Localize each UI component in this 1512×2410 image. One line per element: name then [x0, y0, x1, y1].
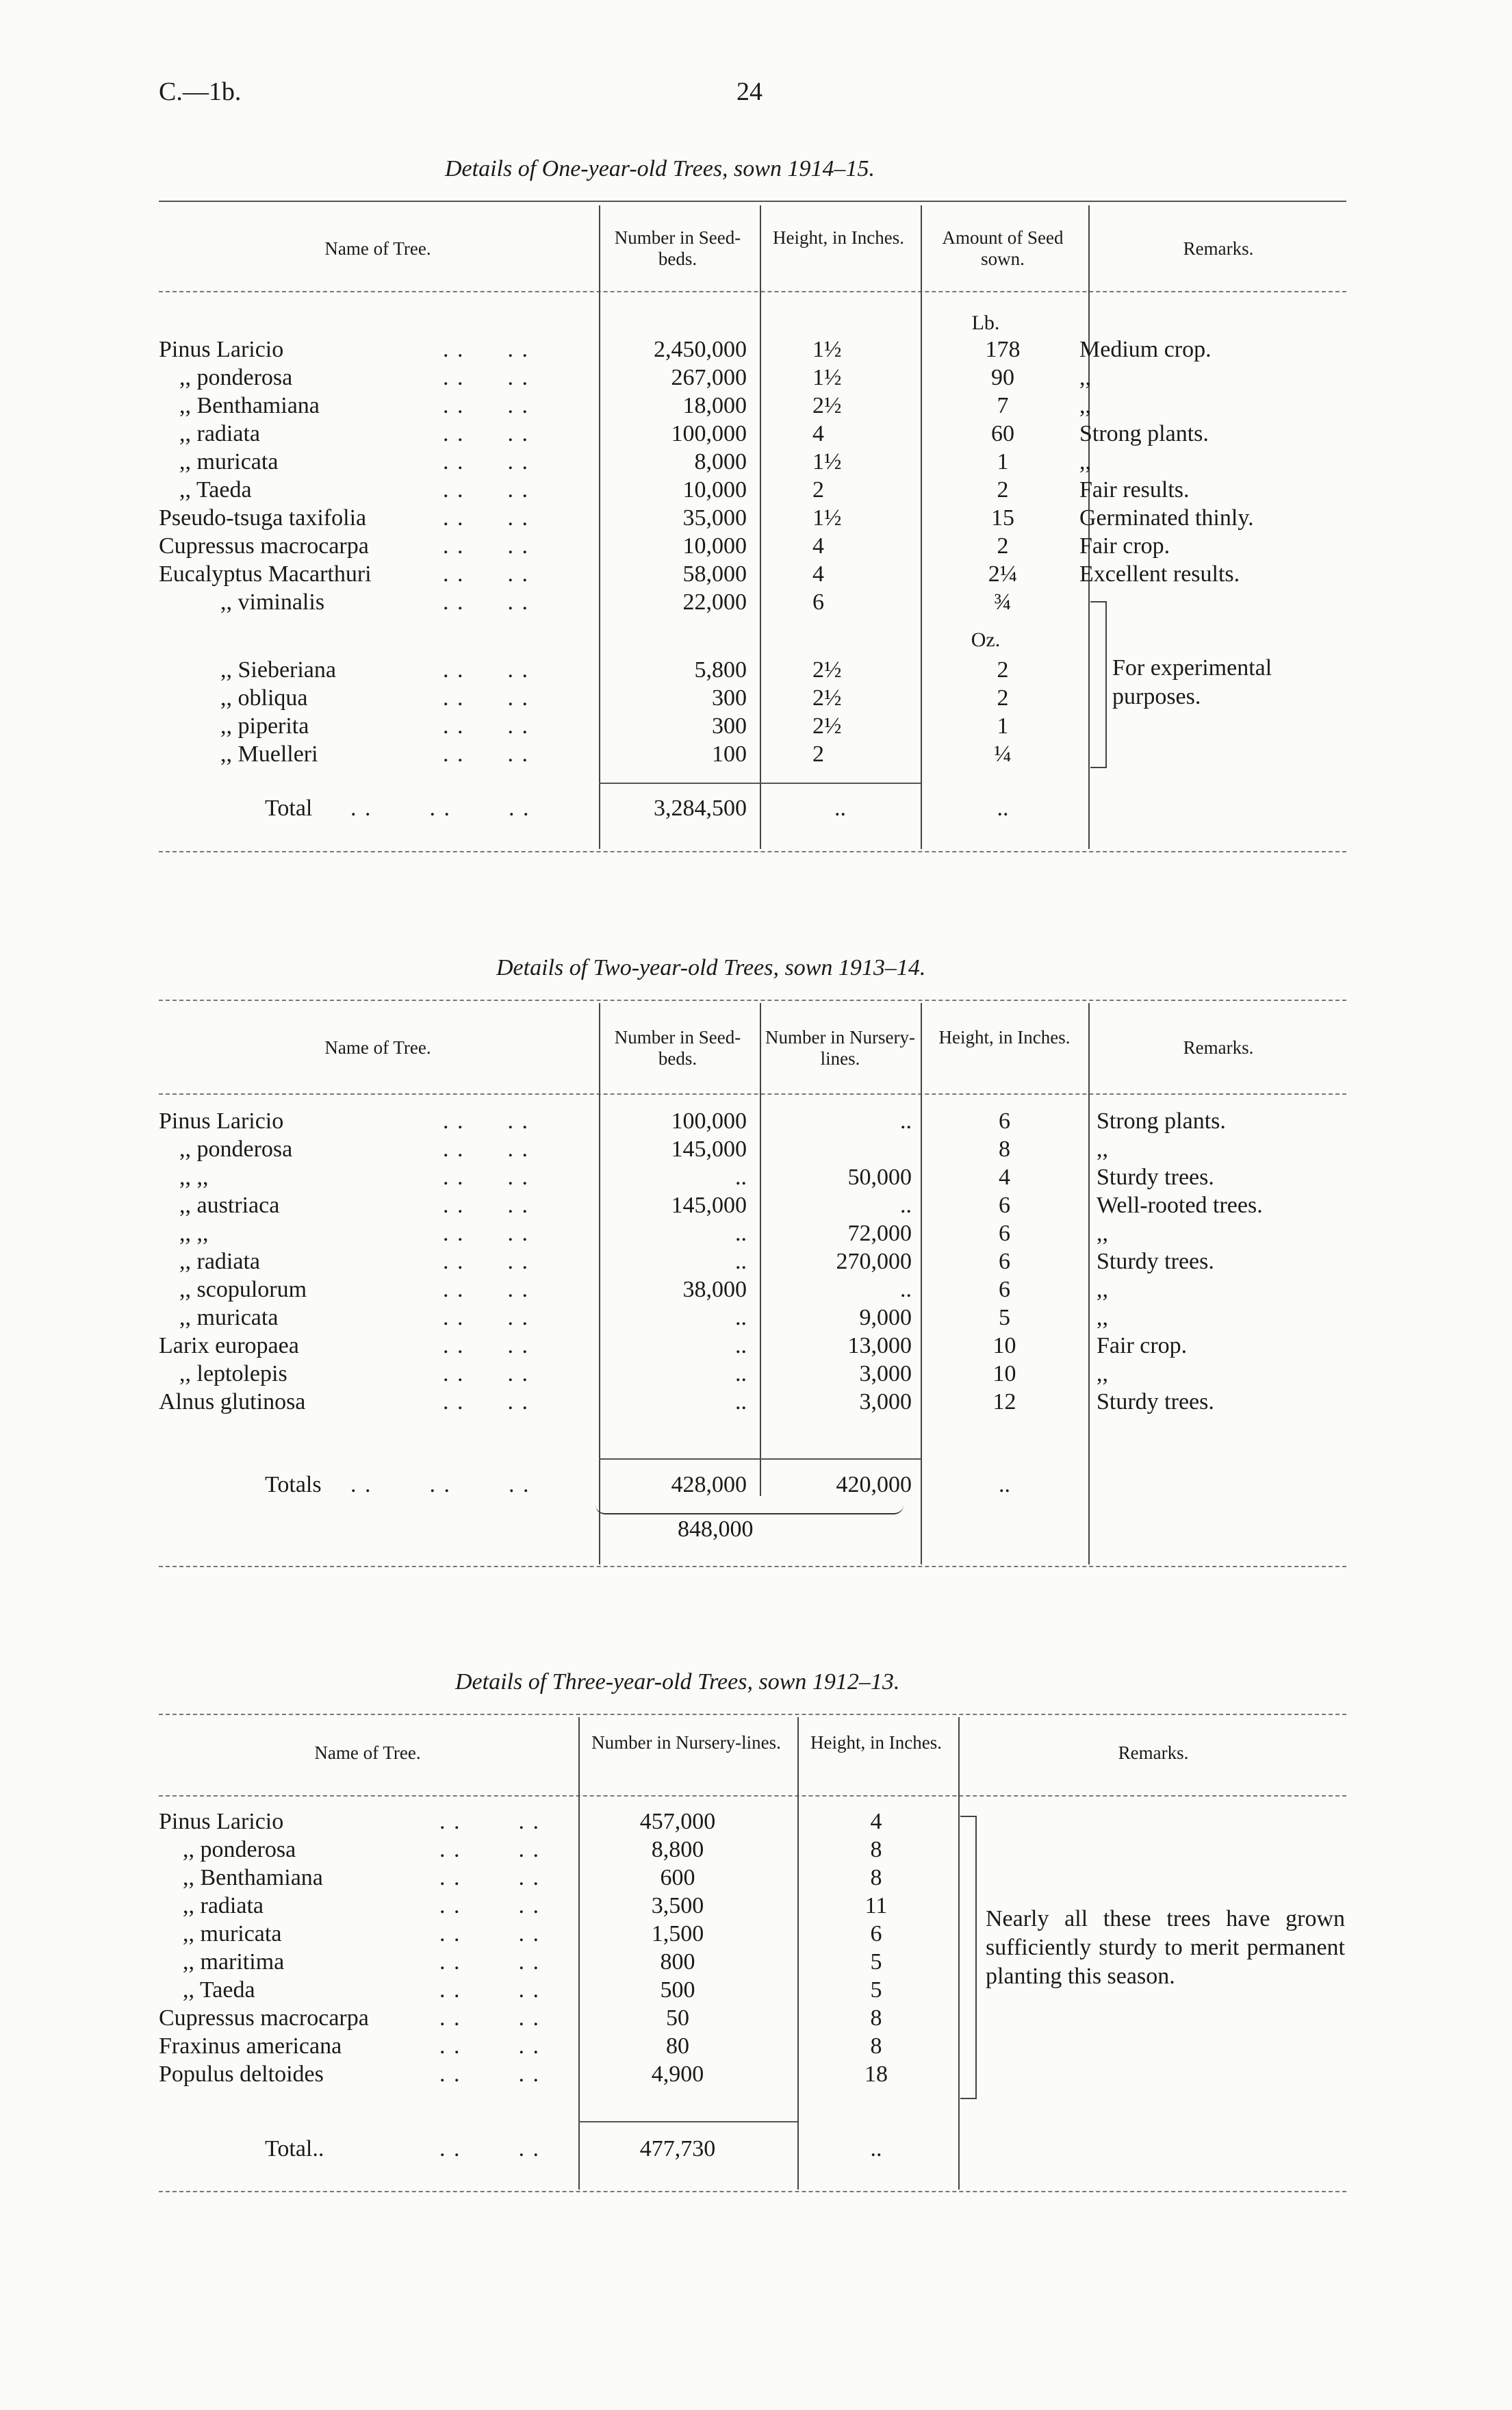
table-row: [159, 335, 1346, 364]
tree-name: ,, radiata: [179, 1249, 260, 1274]
height-inches: 4: [812, 561, 824, 587]
amount-seed: 2: [997, 477, 1009, 503]
rule-bottom: [159, 2191, 1346, 2192]
leader-dots: . . . .: [439, 1921, 540, 1946]
remark: Excellent results.: [1079, 561, 1240, 587]
table-row: [159, 1135, 1346, 1164]
tree-name: Pseudo-tsuga taxifolia: [159, 505, 367, 531]
height-inches: 5: [999, 1305, 1010, 1330]
total-height: ..: [834, 796, 846, 821]
number-in-seed-beds: ..: [735, 1305, 747, 1330]
number-in-seed-beds: 267,000: [671, 365, 747, 390]
tree-name: Populus deltoides: [159, 2062, 324, 2087]
leader-dots: . . . .: [439, 1837, 540, 1862]
leader-dots: . . . .: [443, 449, 529, 474]
number-in-seed-beds: ..: [735, 1165, 747, 1190]
table-row: [159, 532, 1346, 561]
leader-dots: . . . .: [443, 505, 529, 531]
number-in-seed-beds: 2,450,000: [654, 337, 747, 362]
remark: ,,: [1097, 1137, 1108, 1162]
tree-name: Eucalyptus Macarthuri: [159, 561, 372, 587]
tree-name: ,, muricata: [179, 1305, 279, 1330]
number-in-nursery-lines: 3,000: [859, 1389, 912, 1415]
leader-dots: . . . .: [443, 477, 529, 503]
tree-name: Alnus glutinosa: [159, 1389, 306, 1415]
col-header-seed: Number in Seed-beds.: [614, 1027, 741, 1069]
remark: Strong plants.: [1097, 1108, 1226, 1134]
total-row: [159, 1471, 1346, 1499]
leader-dots: . . . .: [443, 741, 529, 767]
col-header-height: Height, in Inches.: [938, 1027, 1071, 1048]
tree-name: ,, muricata: [179, 449, 279, 474]
tree-name: ,, scopulorum: [179, 1277, 307, 1302]
tree-name: ,, Benthamiana: [179, 393, 320, 418]
tree-name: ,, ,,: [179, 1165, 209, 1190]
height-inches: 1½: [812, 365, 842, 390]
height-inches: 6: [999, 1277, 1010, 1302]
leader-dots: . . . .: [443, 533, 529, 559]
height-inches: 6: [999, 1221, 1010, 1246]
leader-dots: . . . .: [443, 1193, 529, 1218]
number-in-seed-beds: 58,000: [682, 561, 747, 587]
col-header-nursery: Number in Nursery-lines.: [591, 1732, 781, 1753]
leader-dots: . . . .: [443, 1165, 529, 1190]
table-row: [159, 476, 1346, 505]
number-in-seed-beds: 145,000: [671, 1193, 747, 1218]
number-in-nursery-lines: 13,000: [847, 1333, 912, 1358]
tree-name: ,, Taeda: [179, 477, 252, 503]
number-in-nursery-lines: 50: [666, 2005, 689, 2031]
leader-dots: . . . .: [443, 1333, 529, 1358]
col-header-name: Name of Tree.: [324, 238, 431, 259]
number-in-seed-beds: 145,000: [671, 1137, 747, 1162]
remark: Strong plants.: [1079, 421, 1209, 446]
total-row: [159, 2135, 1346, 2164]
unit-oz: Oz.: [971, 629, 1001, 651]
rule-header: [159, 1795, 1346, 1797]
col-header-amount: Amount of Seed sown.: [942, 227, 1064, 269]
total-amount: ..: [997, 796, 1009, 821]
leader-dots: . . . .: [439, 2062, 540, 2087]
col-header-remarks: Remarks.: [1183, 238, 1254, 259]
col-header-nursery: Number in Nursery-lines.: [765, 1027, 915, 1069]
number-in-nursery-lines: 9,000: [859, 1305, 912, 1330]
total-row: [159, 794, 1346, 823]
number-in-seed-beds: ..: [735, 1361, 747, 1386]
number-in-nursery-lines: 3,000: [859, 1361, 912, 1386]
table-row: [159, 1360, 1346, 1388]
number-in-seed-beds: ..: [735, 1333, 747, 1358]
amount-seed: 1: [997, 713, 1009, 739]
table-row: [159, 504, 1346, 533]
table-row: [159, 712, 1346, 741]
height-inches: 8: [999, 1137, 1010, 1162]
leader-dots: . . . .: [443, 1249, 529, 1274]
total-height: ..: [870, 2136, 882, 2161]
leader-dots: . . . .: [443, 561, 529, 587]
number-in-nursery-lines: 270,000: [836, 1249, 912, 1274]
number-in-seed-beds: 35,000: [682, 505, 747, 531]
height-inches: 1½: [812, 337, 842, 362]
tree-name: Pinus Laricio: [159, 1108, 284, 1134]
height-inches: 2½: [812, 685, 842, 711]
tree-name: ,, austriaca: [179, 1193, 280, 1218]
height-inches: 2½: [812, 393, 842, 418]
leader-dots: . . . .: [443, 1108, 529, 1134]
table-row: [159, 1388, 1346, 1417]
remark: Sturdy trees.: [1097, 1389, 1214, 1415]
table-row: [159, 588, 1346, 617]
number-in-nursery-lines: 80: [666, 2033, 689, 2059]
table-row: [159, 420, 1346, 448]
total-nursery: 420,000: [836, 1472, 912, 1497]
height-inches: 2: [812, 477, 824, 503]
number-in-nursery-lines: 600: [660, 1865, 695, 1890]
number-in-nursery-lines: 8,800: [651, 1837, 704, 1862]
col-header-number: Number in Seed-beds.: [614, 227, 741, 269]
height-inches: 6: [870, 1921, 882, 1946]
leader-dots: . . . .: [443, 1137, 529, 1162]
number-in-nursery-lines: 4,900: [651, 2062, 704, 2087]
rule-top: [159, 1714, 1346, 1715]
number-in-nursery-lines: 500: [660, 1977, 695, 2003]
number-in-seed-beds: 10,000: [682, 477, 747, 503]
table-row: [159, 1219, 1346, 1248]
tree-name: Cupressus macrocarpa: [159, 533, 369, 559]
remark: Well-rooted trees.: [1097, 1193, 1263, 1218]
unit-lb: Lb.: [971, 312, 1000, 334]
amount-seed: 2¼: [988, 561, 1018, 587]
height-inches: 4: [812, 533, 824, 559]
number-in-seed-beds: 18,000: [682, 393, 747, 418]
number-in-nursery-lines: 457,000: [639, 1809, 716, 1834]
remark: Sturdy trees.: [1097, 1165, 1214, 1190]
tree-name: ,, piperita: [220, 713, 309, 739]
table-row: [159, 1836, 1346, 1864]
grand-total: 848,000: [678, 1517, 754, 1542]
leader-dots: . . . .: [439, 2033, 540, 2059]
tree-name: ,, Sieberiana: [220, 657, 336, 683]
remark: Germinated thinly.: [1079, 505, 1254, 531]
number-in-seed-beds: 38,000: [682, 1277, 747, 1302]
tree-name: ,, ,,: [179, 1221, 209, 1246]
sum-brace: [595, 1505, 904, 1514]
table-caption: Details of Two-year-old Trees, sown 1913–14.: [496, 955, 926, 980]
amount-seed: 2: [997, 533, 1009, 559]
leader-dots: . . . .: [443, 657, 529, 683]
height-inches: 4: [870, 1809, 882, 1834]
remark: ,,: [1097, 1361, 1108, 1386]
remark: ,,: [1097, 1277, 1108, 1302]
tree-name: ,, radiata: [183, 1893, 264, 1918]
remark: ,,: [1079, 393, 1091, 418]
number-in-seed-beds: 100,000: [671, 421, 747, 446]
amount-seed: 2: [997, 657, 1009, 683]
table-row: [159, 1808, 1346, 1836]
tree-name: ,, Benthamiana: [183, 1865, 323, 1890]
leader-dots: . . . .: [439, 2005, 540, 2031]
height-inches: 4: [812, 421, 824, 446]
remark: ,,: [1097, 1221, 1108, 1246]
height-inches: 2½: [812, 713, 842, 739]
height-inches: 6: [812, 589, 824, 615]
tree-name: ,, ponderosa: [179, 365, 293, 390]
remark: Fair results.: [1079, 477, 1190, 503]
tree-name: ,, leptolepis: [179, 1361, 287, 1386]
tree-name: ,, radiata: [179, 421, 260, 446]
page-number: 24: [736, 77, 763, 106]
leader-dots: . . . .: [443, 713, 529, 739]
height-inches: 8: [870, 2005, 882, 2031]
height-inches: 18: [864, 2062, 888, 2087]
leader-dots: . . . .: [443, 589, 529, 615]
leader-dots: . . . .: [439, 1865, 540, 1890]
tree-name: ,, ponderosa: [179, 1137, 293, 1162]
height-inches: 5: [870, 1977, 882, 2003]
height-inches: 11: [864, 1893, 888, 1918]
table-row: [159, 740, 1346, 769]
number-in-seed-beds: 8,000: [694, 449, 747, 474]
tree-name: ,, maritima: [183, 1949, 285, 1975]
amount-seed: 60: [991, 421, 1014, 446]
leader-dots: . . . .: [443, 685, 529, 711]
number-in-nursery-lines: ..: [900, 1277, 912, 1302]
rule-total: [599, 783, 760, 784]
height-inches: 5: [870, 1949, 882, 1975]
table-row: [159, 2032, 1346, 2061]
table-row: [159, 1247, 1346, 1276]
tree-name: ,, Muelleri: [220, 741, 318, 767]
table-row: [159, 364, 1346, 392]
leader-dots: . . . .: [443, 337, 529, 362]
col-header-remarks: Remarks.: [1183, 1037, 1254, 1058]
amount-seed: 1: [997, 449, 1009, 474]
table-row: [159, 2004, 1346, 2033]
leader-dots: . . . .: [443, 365, 529, 390]
number-in-nursery-lines: 50,000: [847, 1165, 912, 1190]
height-inches: 8: [870, 1837, 882, 1862]
remark: ,,: [1097, 1305, 1108, 1330]
amount-seed: ¾: [994, 589, 1012, 615]
leader-dots: . . . .: [443, 1389, 529, 1415]
number-in-seed-beds: ..: [735, 1249, 747, 1274]
height-inches: 8: [870, 1865, 882, 1890]
total-label: Total..: [265, 2136, 324, 2161]
leader-dots: . . . . . .: [350, 1472, 530, 1497]
leader-dots: . . . .: [439, 2136, 540, 2161]
leader-dots: . . . .: [439, 1893, 540, 1918]
number-in-nursery-lines: 1,500: [651, 1921, 704, 1946]
remarks-brace: [960, 1816, 977, 2099]
number-in-seed-beds: 100,000: [671, 1108, 747, 1134]
leader-dots: . . . .: [443, 393, 529, 418]
rule-bottom: [159, 851, 1346, 852]
number-in-seed-beds: 22,000: [682, 589, 747, 615]
col-header-height: Height, in Inches.: [810, 1732, 942, 1753]
height-inches: 10: [992, 1333, 1016, 1358]
number-in-seed-beds: 10,000: [682, 533, 747, 559]
rule-header: [159, 1093, 1346, 1095]
leader-dots: . . . .: [439, 1977, 540, 2003]
tree-name: Pinus Laricio: [159, 1809, 284, 1834]
number-in-nursery-lines: ..: [900, 1108, 912, 1134]
table-row: [159, 1107, 1346, 1136]
table-row: [159, 1332, 1346, 1360]
height-inches: 8: [870, 2033, 882, 2059]
total-nursery: 477,730: [639, 2136, 716, 2161]
height-inches: 6: [999, 1193, 1010, 1218]
total-seed: 428,000: [671, 1472, 747, 1497]
table-row: [159, 1191, 1346, 1220]
leader-dots: . . . .: [443, 1277, 529, 1302]
rule-top: [159, 201, 1346, 202]
height-inches: 2½: [812, 657, 842, 683]
tree-name: Fraxinus americana: [159, 2033, 342, 2059]
total-number: 3,284,500: [654, 796, 747, 821]
table-row: [159, 1864, 1346, 1892]
number-in-seed-beds: 300: [712, 685, 747, 711]
remark: ,,: [1079, 449, 1091, 474]
leader-dots: . . . . . .: [350, 796, 530, 821]
total-label: Total: [265, 796, 313, 821]
tree-name: ,, viminalis: [220, 589, 325, 615]
table-row: [159, 392, 1346, 420]
table-row: [159, 560, 1346, 589]
col-header-name: Name of Tree.: [324, 1037, 431, 1058]
number-in-nursery-lines: 72,000: [847, 1221, 912, 1246]
height-inches: 4: [999, 1165, 1010, 1190]
height-inches: 12: [992, 1389, 1016, 1415]
total-height: ..: [999, 1472, 1010, 1497]
rule-bottom: [159, 1566, 1346, 1567]
col-header-height: Height, in Inches.: [773, 227, 904, 248]
rule-top: [159, 1000, 1346, 1001]
height-inches: 1½: [812, 449, 842, 474]
rule-total: [760, 783, 921, 784]
amount-seed: 178: [985, 337, 1021, 362]
leader-dots: . . . .: [439, 1809, 540, 1834]
leader-dots: . . . .: [443, 1305, 529, 1330]
table-row: [159, 1163, 1346, 1192]
tree-name: Larix europaea: [159, 1333, 299, 1358]
number-in-seed-beds: 5,800: [694, 657, 747, 683]
number-in-seed-beds: 100: [712, 741, 747, 767]
remark: Sturdy trees.: [1097, 1249, 1214, 1274]
tree-name: Cupressus macrocarpa: [159, 2005, 369, 2031]
leader-dots: . . . .: [443, 421, 529, 446]
rule-header: [159, 291, 1346, 292]
remark: Fair crop.: [1079, 533, 1170, 559]
height-inches: 6: [999, 1108, 1010, 1134]
table-row: [159, 1276, 1346, 1304]
col-header-remarks: Remarks.: [1118, 1742, 1189, 1763]
table-row: [159, 2060, 1346, 2089]
table-row: [159, 448, 1346, 477]
tree-name: ,, obliqua: [220, 685, 308, 711]
number-in-seed-beds: ..: [735, 1389, 747, 1415]
remarks-brace: [1090, 601, 1107, 768]
total-label: Totals: [265, 1472, 322, 1497]
amount-seed: ¼: [994, 741, 1012, 767]
amount-seed: 90: [991, 365, 1014, 390]
number-in-seed-beds: ..: [735, 1221, 747, 1246]
leader-dots: . . . .: [439, 1949, 540, 1975]
col-header-name: Name of Tree.: [314, 1742, 421, 1763]
table-caption: Details of Three-year-old Trees, sown 1912–13.: [455, 1669, 900, 1695]
leader-dots: . . . .: [443, 1361, 529, 1386]
remark: Medium crop.: [1079, 337, 1212, 362]
height-inches: 6: [999, 1249, 1010, 1274]
number-in-nursery-lines: 800: [660, 1949, 695, 1975]
tree-name: ,, Taeda: [183, 1977, 255, 2003]
tree-name: Pinus Laricio: [159, 337, 284, 362]
height-inches: 1½: [812, 505, 842, 531]
table-row: [159, 1304, 1346, 1332]
table-caption: Details of One-year-old Trees, sown 1914–15.: [445, 156, 875, 181]
amount-seed: 7: [997, 393, 1009, 418]
brace-remark: Nearly all these trees have grown sufficiently sturdy to merit permanent planting this season.: [986, 1906, 1345, 1989]
rule-total: [578, 2121, 797, 2122]
remark: Fair crop.: [1097, 1333, 1188, 1358]
leader-dots: . . . .: [443, 1221, 529, 1246]
amount-seed: 15: [991, 505, 1014, 531]
number-in-nursery-lines: ..: [900, 1193, 912, 1218]
remark: ,,: [1079, 365, 1091, 390]
height-inches: 10: [992, 1361, 1016, 1386]
tree-name: ,, ponderosa: [183, 1837, 296, 1862]
tree-name: ,, muricata: [183, 1921, 282, 1946]
page-reference: C.—1b.: [159, 77, 242, 106]
brace-remark: For experimental purposes.: [1112, 655, 1272, 709]
number-in-nursery-lines: 3,500: [651, 1893, 704, 1918]
number-in-seed-beds: 300: [712, 713, 747, 739]
amount-seed: 2: [997, 685, 1009, 711]
height-inches: 2: [812, 741, 824, 767]
rule-total: [599, 1458, 921, 1460]
